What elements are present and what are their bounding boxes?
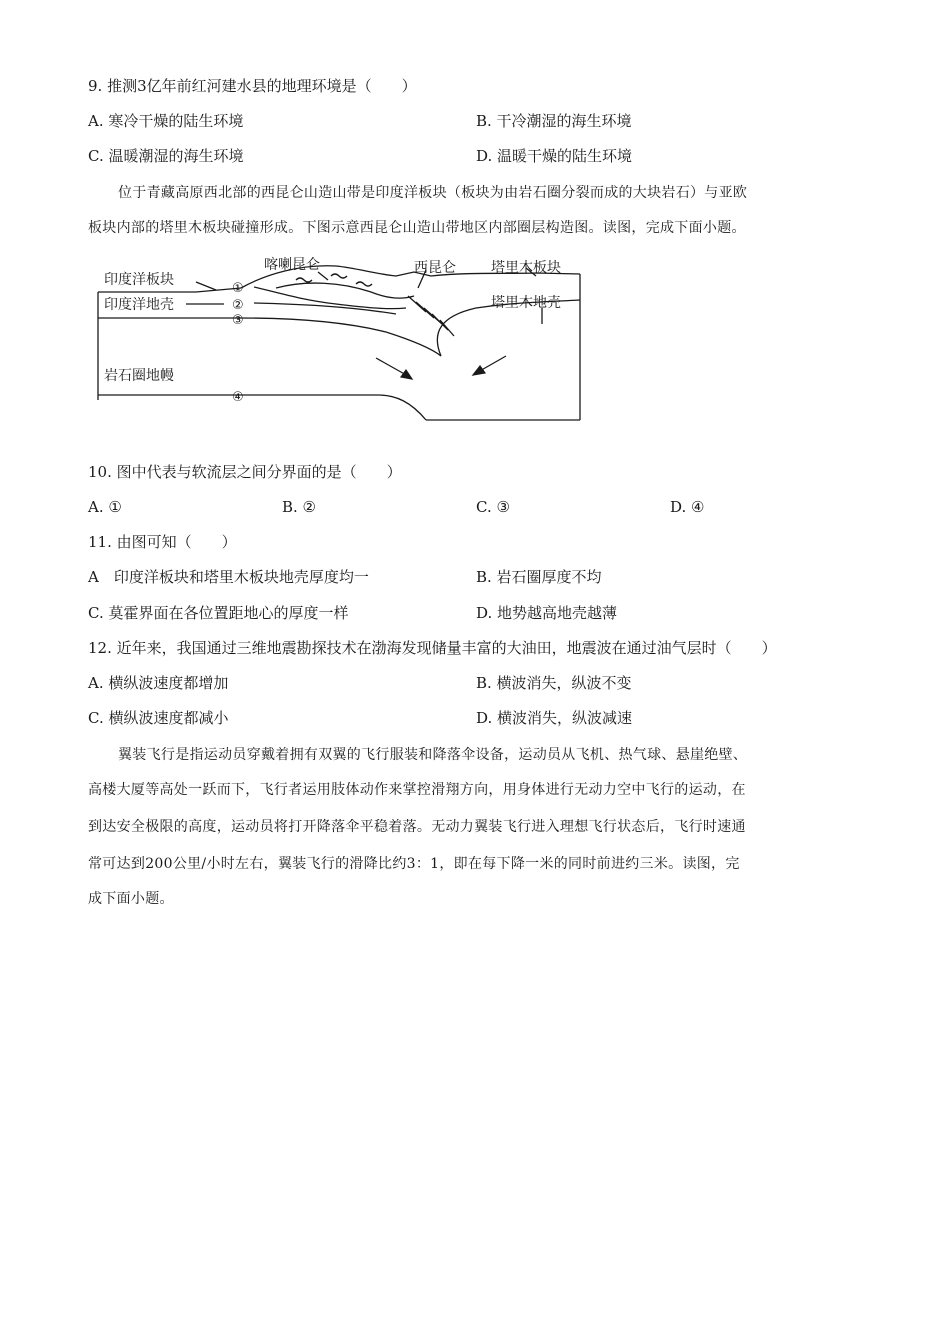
passage2-line-3: 到达安全极限的高度，运动员将打开降落伞平稳着落。无动力翼装飞行进入理想飞行状态后，飞行时速通 (88, 819, 746, 835)
q12-stem: 12. 近年来，我国通过三维地震勘探技术在渤海发现储量丰富的大油田，地震波在通过油气层时（ ） (88, 639, 777, 657)
q10-option-d: D. ④ (670, 498, 705, 516)
q12-option-d: D. 横波消失，纵波减速 (476, 709, 633, 727)
passage2-line-4: 常可达到200公里/小时左右，翼装飞行的滑降比约3：1，即在每下降一米的同时前进约三米。读图，完 (88, 856, 740, 872)
mountain-wave-3 (356, 282, 372, 286)
q10-option-b: B. ② (282, 498, 317, 516)
label-indian-plate: 印度洋板块 (104, 272, 174, 288)
q11-option-b: B. 岩石圈厚度不均 (476, 568, 602, 586)
label-tarim-crust: 塔里木地壳 (491, 295, 561, 311)
q9-option-c: C. 温暖潮湿的海生环境 (88, 147, 244, 165)
leader-line-1 (254, 287, 406, 309)
label-tarim-plate: 塔里木板块 (491, 260, 561, 276)
passage2-line-1: 翼装飞行是指运动员穿戴着拥有双翼的飞行服装和降落伞设备，运动员从飞机、热气球、悬崖绝壁、 (118, 747, 748, 763)
lithosphere-structure-diagram (96, 252, 582, 424)
lithosphere-base-line-4 (98, 395, 426, 420)
convergence-arrow-right-head (473, 366, 485, 375)
q10-option-a: A. ① (88, 498, 122, 516)
passage1-line-2: 板块内部的塔里木板块碰撞形成。下图示意西昆仑山造山带地区内部圈层构造图。读图，完成下面小题。 (88, 220, 746, 236)
q11-option-c: C. 莫霍界面在各位置距地心的厚度一样 (88, 604, 349, 622)
q12-option-b: B. 横波消失，纵波不变 (476, 674, 632, 692)
moho-line-3 (98, 318, 441, 356)
label-leader-indian-plate (196, 282, 216, 290)
convergence-arrow-left-head (401, 370, 412, 379)
q9-option-b: B. 干冷潮湿的海生环境 (476, 112, 632, 130)
q9-stem: 9. 推测3亿年前红河建水县的地理环境是（ ） (88, 77, 417, 95)
marker-3: ③ (232, 313, 244, 328)
passage1-line-1: 位于青藏高原西北部的西昆仑山造山带是印度洋板块（板块为由岩石圈分裂而成的大块岩石）与亚欧 (118, 185, 748, 201)
mountain-wave-1 (296, 278, 312, 282)
karakoram-inner-fold (276, 283, 414, 298)
label-west-kunlun: 西昆仑 (414, 260, 456, 276)
marker-4: ④ (232, 390, 244, 405)
q11-option-a: A 印度洋板块和塔里木板块地壳厚度均一 (88, 568, 369, 586)
q12-option-c: C. 横纵波速度都减小 (88, 709, 229, 727)
q12-option-a: A. 横纵波速度都增加 (88, 674, 229, 692)
q9-option-a: A. 寒冷干燥的陆生环境 (88, 112, 244, 130)
q10-option-c: C. ③ (476, 498, 510, 516)
label-karakoram: 喀喇昆仑 (264, 257, 320, 273)
passage2-line-5: 成下面小题。 (88, 891, 174, 907)
marker-1: ① (232, 281, 244, 296)
label-leader-karakoram (318, 272, 328, 280)
mountain-wave-2 (331, 274, 347, 278)
label-indian-crust: 印度洋地壳 (104, 297, 174, 313)
q11-option-d: D. 地势越高地壳越薄 (476, 604, 618, 622)
q9-option-d: D. 温暖干燥的陆生环境 (476, 147, 633, 165)
q10-stem: 10. 图中代表与软流层之间分界面的是（ ） (88, 463, 402, 481)
indian-plate-surface (98, 288, 241, 292)
passage2-line-2: 高楼大厦等高处一跃而下，飞行者运用肢体动作来掌控滑翔方向，用身体进行无动力空中飞行的运动，在 (88, 782, 746, 798)
fault-hatches (408, 296, 454, 336)
marker-2: ② (232, 298, 244, 313)
q11-stem: 11. 由图可知（ ） (88, 533, 237, 551)
label-lithospheric-mantle: 岩石圈地幔 (104, 368, 174, 384)
